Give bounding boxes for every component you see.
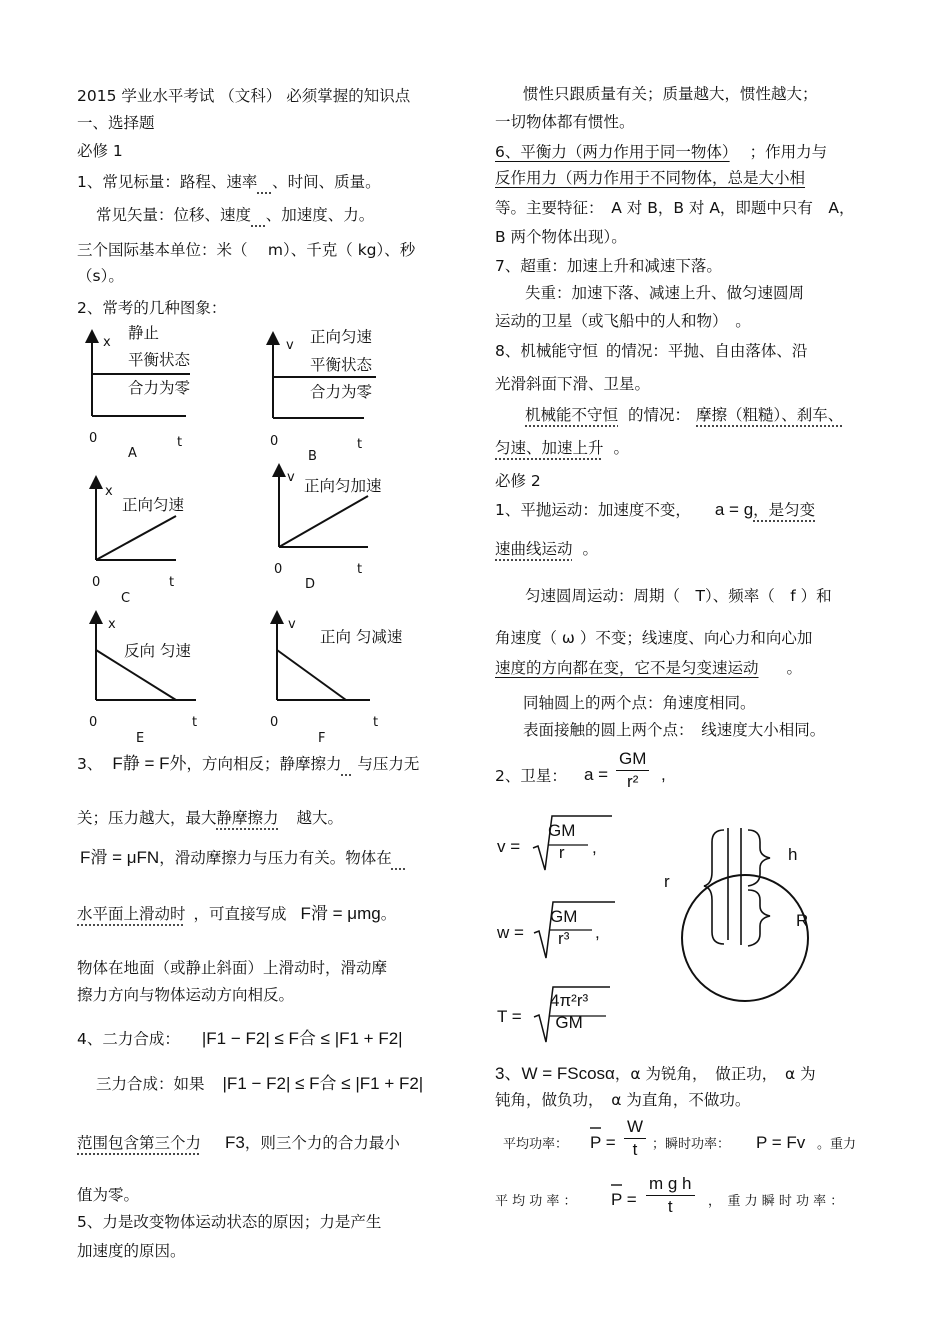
graph-d-letter: D (305, 577, 316, 592)
graph-a-letter: A (128, 446, 137, 461)
graph-a-note-1: 静止 (128, 324, 160, 342)
graph-c-letter: C (121, 591, 131, 606)
static-friction-line-2: 关；压力越大，最大静摩擦力 越大。 (77, 809, 344, 827)
graph-f-letter: F (318, 731, 326, 746)
graph-e-axis: x (108, 617, 116, 632)
graph-a-t: t (177, 435, 183, 450)
graph-b-origin: 0 (270, 434, 279, 449)
satellite-w-comma: , (595, 923, 600, 942)
balanced-force-line-4: B 两个物体出现）。 (495, 228, 627, 246)
graph-b-note-2: 平衡状态 (310, 356, 373, 374)
graphs-heading: 2、常考的几种图象： (77, 299, 227, 317)
sliding-friction-line-2: 水平面上滑动时 ，可直接写成 F滑 = μmg。 (77, 904, 397, 923)
scalar-line: 1、常见标量：路程、速率 、时间、质量。 (77, 173, 381, 191)
graph-b-note-1: 正向匀速 (310, 328, 373, 346)
graph-f-t: t (373, 715, 379, 730)
required-course-1: 必修 1 (77, 142, 123, 160)
graph-a-note-3: 合力为零 (128, 379, 191, 397)
avg-power-fraction: $\frac{W}{t}$ (624, 1116, 646, 1161)
graph-c-t: t (169, 575, 175, 590)
satellite-label: 2、卫星： (495, 767, 567, 785)
graph-e-t: t (192, 715, 198, 730)
satellite-r-label: r (664, 872, 670, 891)
energy-not-conserved-line: 机械能不守恒 的情况： 摩擦（粗糙）、刹车、 (525, 406, 844, 424)
vector-line: 常见矢量：位移、速度 、加速度、力。 (96, 206, 375, 224)
graph-c-origin: 0 (92, 575, 101, 590)
sliding-friction-line-3: 物体在地面（或静止斜面）上滑动时，滑动摩 (77, 959, 388, 977)
satellite-a-fraction: $\frac{GM}{\text{r²}}$ (616, 748, 649, 793)
required-course-2: 必修 2 (495, 472, 541, 490)
section-heading: 一、选择题 (77, 114, 155, 132)
work-line: 3、W = FScosα，α 为锐角， 做正功， α 为 (495, 1064, 816, 1083)
satellite-a-lhs: a = (584, 765, 609, 784)
graph-d-t: t (357, 562, 363, 577)
inertia-line: 惯性只跟质量有关；质量越大，惯性越大； (523, 85, 818, 103)
inertia-line-2: 一切物体都有惯性。 (495, 113, 635, 131)
graph-c-note-1: 正向匀速 (122, 496, 185, 514)
three-force-line: 三力合成：如果 |F1 − F2| ≤ F合 ≤ |F1 + F2| (96, 1074, 424, 1093)
graph-f-note-1: 正向 匀减速 (320, 628, 403, 646)
graph-c-axis: x (105, 484, 113, 499)
overweight-line: 7、超重：加速上升和减速下落。 (495, 257, 722, 275)
graph-f-axis: v (288, 617, 296, 632)
graph-b-t: t (357, 437, 363, 452)
circular-motion-line: 匀速圆周运动：周期（ T）、频率（ f ）和 (525, 587, 832, 605)
surface-contact-line: 表面接触的圆上两个点： 线速度大小相同。 (523, 721, 826, 739)
sliding-friction-line: F滑 = μFN，滑动摩擦力与压力有关。物体在 (80, 848, 392, 867)
three-force-line-3: 值为零。 (77, 1186, 140, 1204)
page-title: 2015 学业水平考试 （文科） 必须掌握的知识点 (77, 87, 411, 105)
satellite-v-lhs: v = (497, 837, 521, 856)
balanced-force-line-3: 等。主要特征： A 对 B，B 对 A，即题中只有 A， (495, 199, 855, 217)
coaxial-line: 同轴圆上的两个点：角速度相同。 (523, 694, 756, 712)
satellite-R-label: R (796, 911, 809, 930)
weightless-line-2: 运动的卫星（或飞船中的人和物） 。 (495, 312, 751, 330)
avg-power-label: 平均功率： (503, 1137, 569, 1152)
circular-motion-line-2: 角速度（ ω ）不变；线速度、向心力和向心加 (495, 629, 813, 647)
si-units-line: 三个国际基本单位：米（ m）、千克（ kg）、秒 (77, 241, 416, 259)
inst-power-eq: P = Fv (756, 1133, 806, 1152)
projectile-line: 1、平抛运动：加速度不变， a = g，是匀变 (495, 500, 816, 519)
graph-d-axis: v (287, 470, 295, 485)
avg-power-lhs: P = (590, 1133, 616, 1152)
circular-motion-line-3: 速度的方向都在变，它不是匀变速运动 。 (495, 659, 803, 677)
graph-a-origin: 0 (89, 431, 98, 446)
gravity-avg-power-lhs: P = (611, 1190, 637, 1209)
projectile-line-2: 速曲线运动 。 (495, 540, 599, 558)
graph-e-letter: E (136, 731, 145, 746)
energy-conserved-line-2: 光滑斜面下滑、卫星。 (495, 375, 651, 393)
satellite-v-fraction: GM r (548, 821, 576, 862)
gravity-avg-power-label: 平 均 功 率 ： (495, 1194, 577, 1209)
balanced-force-line: 6、平衡力（两力作用于同一物体） ；作用力与 (495, 143, 828, 161)
graph-d-origin: 0 (274, 562, 283, 577)
satellite-w-fraction: GM r³ (550, 907, 578, 948)
satellite-h-label: h (788, 845, 798, 864)
graph-b-note-3: 合力为零 (310, 383, 373, 401)
balanced-force-line-2: 反作用力（两力作用于不同物体，总是大小相 (495, 169, 806, 187)
gravity-avg-power-fraction: $\frac{\text{m g h}}{t}$ (646, 1173, 695, 1218)
graph-a-axis: x (103, 335, 111, 350)
satellite-v-comma: , (592, 838, 597, 857)
graph-a-note-2: 平衡状态 (128, 351, 191, 369)
work-line-2: 钝角，做负功， α 为直角，不做功。 (495, 1091, 751, 1109)
gravity-power-label: 。重力 (817, 1137, 857, 1152)
sliding-friction-line-4: 擦力方向与物体运动方向相反。 (77, 986, 295, 1004)
energy-conserved-line: 8、机械能守恒 的情况：平抛、自由落体、沿 (495, 342, 808, 360)
graph-b-axis: v (286, 338, 294, 353)
satellite-T-fraction: 4π²r³ GM (550, 991, 589, 1032)
si-units-line-2: （s）。 (77, 267, 124, 285)
two-force-line: 4、二力合成： |F1 − F2| ≤ F合 ≤ |F1 + F2| (77, 1029, 403, 1048)
energy-not-conserved-line-2: 匀速、加速上升 。 (495, 439, 630, 457)
force-cause-line: 5、力是改变物体运动状态的原因；力是产生 (77, 1213, 382, 1231)
graph-b-letter: B (308, 449, 317, 464)
force-cause-line-2: 加速度的原因。 (77, 1242, 186, 1260)
graph-e-origin: 0 (89, 715, 98, 730)
satellite-w-lhs: w = (497, 923, 524, 942)
satellite-T-lhs: T = (497, 1007, 522, 1026)
graph-d-note-1: 正向匀加速 (304, 477, 382, 495)
satellite-a-comma: , (661, 765, 666, 784)
graph-e-note-1: 反向 匀速 (124, 642, 191, 660)
static-friction-line: 3、 F静 = F外，方向相反；静摩擦力 与压力无 (77, 754, 420, 773)
graph-f-origin: 0 (270, 715, 279, 730)
gravity-inst-power-label: ， 重 力 瞬 时 功 率 ： (708, 1194, 844, 1209)
weightless-line: 失重：加速下落、减速上升、做匀速圆周 (525, 284, 805, 302)
three-force-line-2: 范围包含第三个力 F3，则三个力的合力最小 (77, 1133, 400, 1152)
inst-power-label: ；瞬时功率： (652, 1137, 731, 1152)
